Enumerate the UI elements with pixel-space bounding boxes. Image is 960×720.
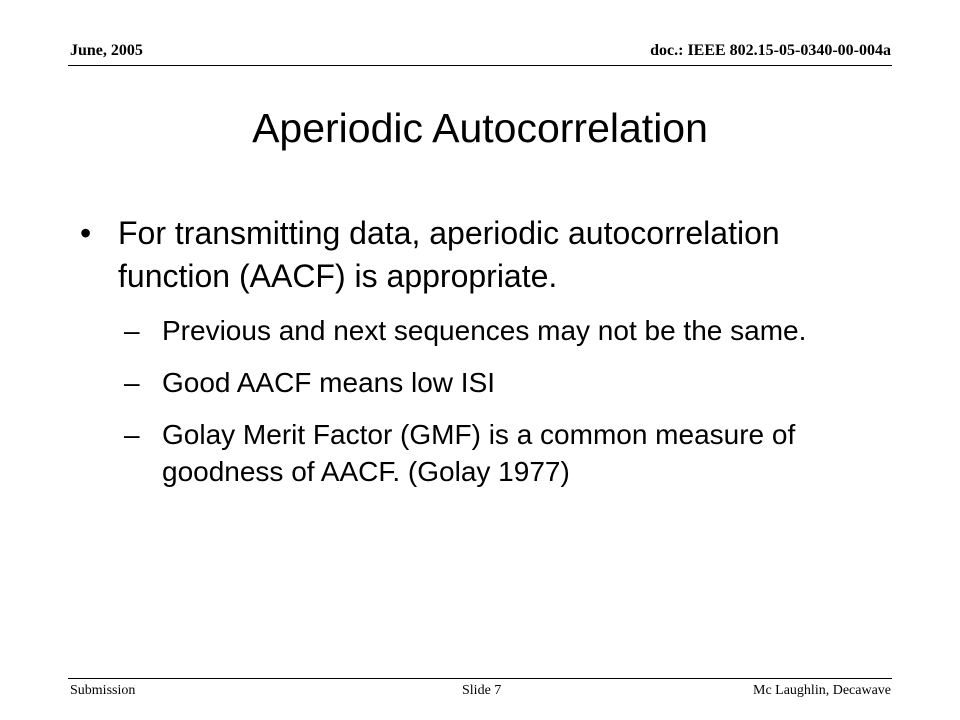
- sub-bullet-text: Golay Merit Factor (GMF) is a common measure of goodness of AACF. (Golay 1977): [162, 419, 796, 487]
- sub-bullet-item: [80, 416, 900, 490]
- bullet-marker: •: [80, 215, 92, 251]
- footer-author: Mc Laughlin, Decawave: [753, 683, 891, 698]
- slide-body: [80, 212, 900, 490]
- footer-submission: Submission: [70, 683, 136, 698]
- slide-title: Aperiodic Autocorrelation: [252, 105, 708, 151]
- sub-bullet-text: Good AACF means low ISI: [162, 367, 496, 398]
- sub-bullet-text: Previous and next sequences may not be the same.: [162, 315, 807, 346]
- sub-bullet-marker: –: [124, 419, 140, 450]
- bullet-text: For transmitting data, aperiodic autocorrelation function (AACF) is appropriate.: [118, 215, 780, 294]
- header-divider: [68, 65, 892, 66]
- footer-slide-number: Slide 7: [462, 683, 502, 698]
- bullet-item: [80, 212, 900, 298]
- header-document-id: doc.: IEEE 802.15-05-0340-00-004a: [650, 42, 891, 59]
- header-date: June, 2005: [70, 42, 143, 59]
- sub-bullet-item: [80, 312, 900, 349]
- footer-divider: [68, 678, 892, 679]
- sub-bullet-marker: –: [124, 315, 140, 346]
- sub-bullet-marker: –: [124, 367, 140, 398]
- sub-bullet-item: [80, 364, 900, 401]
